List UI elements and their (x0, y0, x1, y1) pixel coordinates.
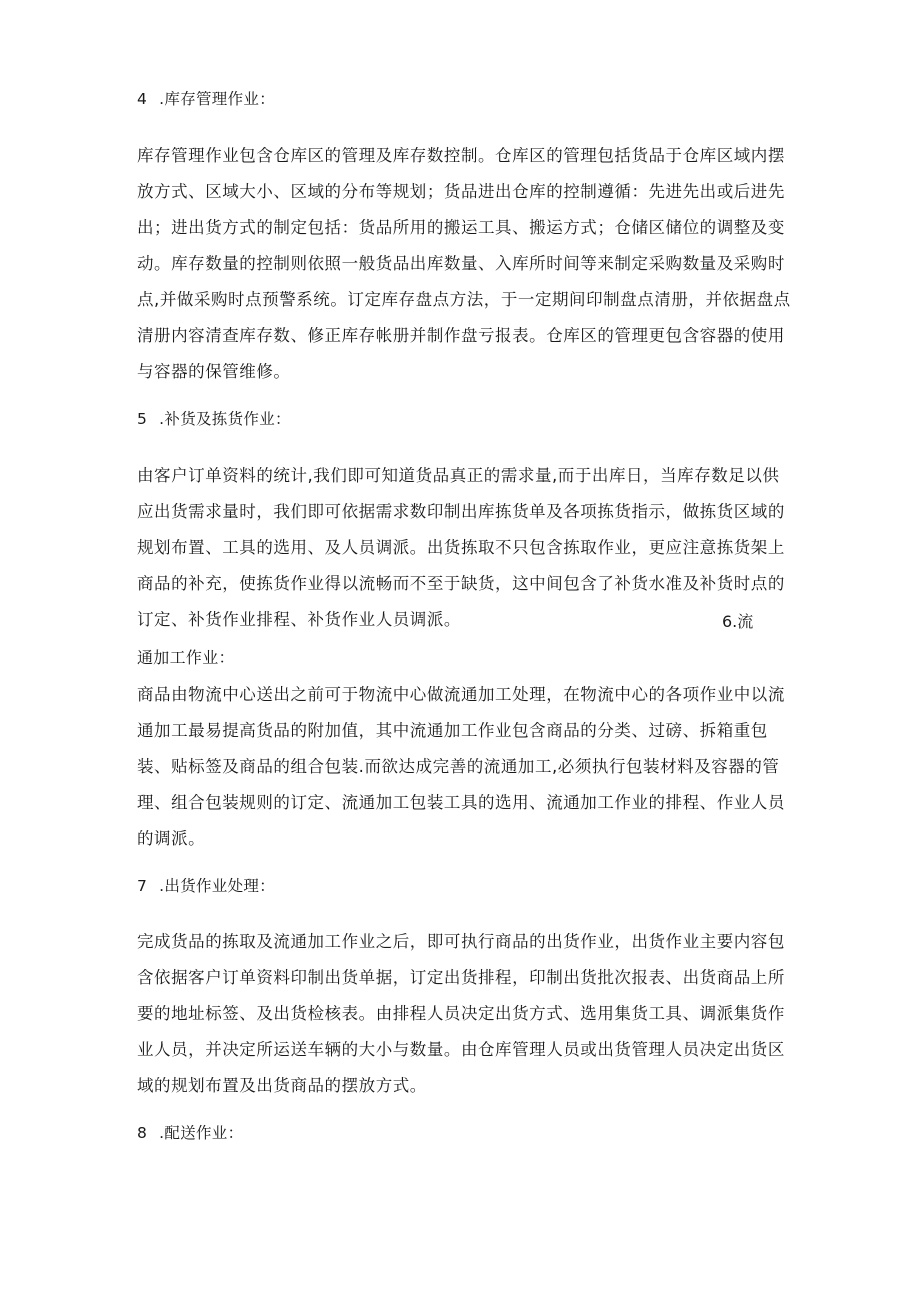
section-4-line: 与容器的保管维修。 (137, 362, 291, 381)
section-7-line: 域的规划布置及出货商品的摆放方式。 (137, 1076, 427, 1095)
section-6-line: 的调派。 (137, 829, 206, 848)
section-6-heading-part1: 6.流 (722, 612, 754, 631)
section-6-line: 通加工最易提高货品的附加值，其中流通加工作业包含商品的分类、过磅、拆箱重包 (137, 721, 768, 740)
section-4-heading (137, 88, 275, 110)
section-4-title: .库存管理作业： (159, 90, 275, 108)
section-8-title: .配送作业： (159, 1124, 244, 1142)
section-6-line: 装、贴标签及商品的组合包装.而欲达成完善的流通加工,必须执行包装材料及容器的管 (137, 757, 780, 776)
section-5-line: 订定、补货作业排程、补货作业人员调派。 (137, 610, 461, 629)
section-4-line: 放方式、区域大小、区域的分布等规划；货品进出仓库的控制遵循：先进先出或后进先 (137, 182, 785, 201)
section-7-heading (137, 875, 275, 897)
section-7-line: 业人员，并决定所运送车辆的大小与数量。由仓库管理人员或出货管理人员决定出货区 (137, 1040, 785, 1059)
section-4-line: 库存管理作业包含仓库区的管理及库存数控制。仓库区的管理包括货品于仓库区域内摆 (137, 146, 785, 165)
section-6-line: 理、组合包装规则的订定、流通加工包装工具的选用、流通加工作业的排程、作业人员 (137, 793, 785, 812)
section-7-number: 7 (137, 877, 148, 895)
section-8-number: 8 (137, 1124, 148, 1142)
section-5-number: 5 (137, 410, 148, 428)
section-6-line: 商品由物流中心送出之前可于物流中心做流通加工处理，在物流中心的各项作业中以流 (137, 685, 785, 704)
section-5-title: .补货及拣货作业： (159, 410, 291, 428)
section-8-heading (137, 1122, 243, 1144)
section-7-title: .出货作业处理： (159, 877, 275, 895)
section-4-line: 清册内容清查库存数、修正库存帐册并制作盘亏报表。仓库区的管理更包含容器的使用 (137, 326, 785, 345)
section-5-line: 应出货需求量时，我们即可依据需求数印制出库拣货单及各项拣货指示，做拣货区域的 (137, 502, 785, 521)
section-7-line: 要的地址标签、及出货检核表。由排程人员决定出货方式、选用集货工具、调派集货作 (137, 1004, 785, 1023)
section-4-line: 点,并做采购时点预警系统。订定库存盘点方法，于一定期间印制盘点清册，并依据盘点 (137, 290, 791, 309)
section-6-heading-part2: 通加工作业： (137, 648, 235, 667)
section-5-line: 规划布置、工具的选用、及人员调派。出货拣取不只包含拣取作业，更应注意拣货架上 (137, 538, 785, 557)
section-7-line: 完成货品的拣取及流通加工作业之后，即可执行商品的出货作业，出货作业主要内容包 (137, 932, 785, 951)
section-5-heading (137, 408, 291, 430)
section-7-line: 含依据客户订单资料印制出货单据，订定出货排程，印制出货批次报表、出货商品上所 (137, 968, 785, 987)
section-5-line: 由客户订单资料的统计,我们即可知道货品真正的需求量,而于出库日，当库存数足以供 (137, 466, 780, 485)
section-4-line: 动。库存数量的控制则依照一般货品出库数量、入库所时间等来制定采购数量及采购时 (137, 254, 785, 273)
section-5-line: 商品的补充，使拣货作业得以流畅而不至于缺货，这中间包含了补货水准及补货时点的 (137, 574, 785, 593)
section-4-line: 出；进出货方式的制定包括：货品所用的搬运工具、搬运方式；仓储区储位的调整及变 (137, 218, 785, 237)
section-4-number: 4 (137, 90, 148, 108)
